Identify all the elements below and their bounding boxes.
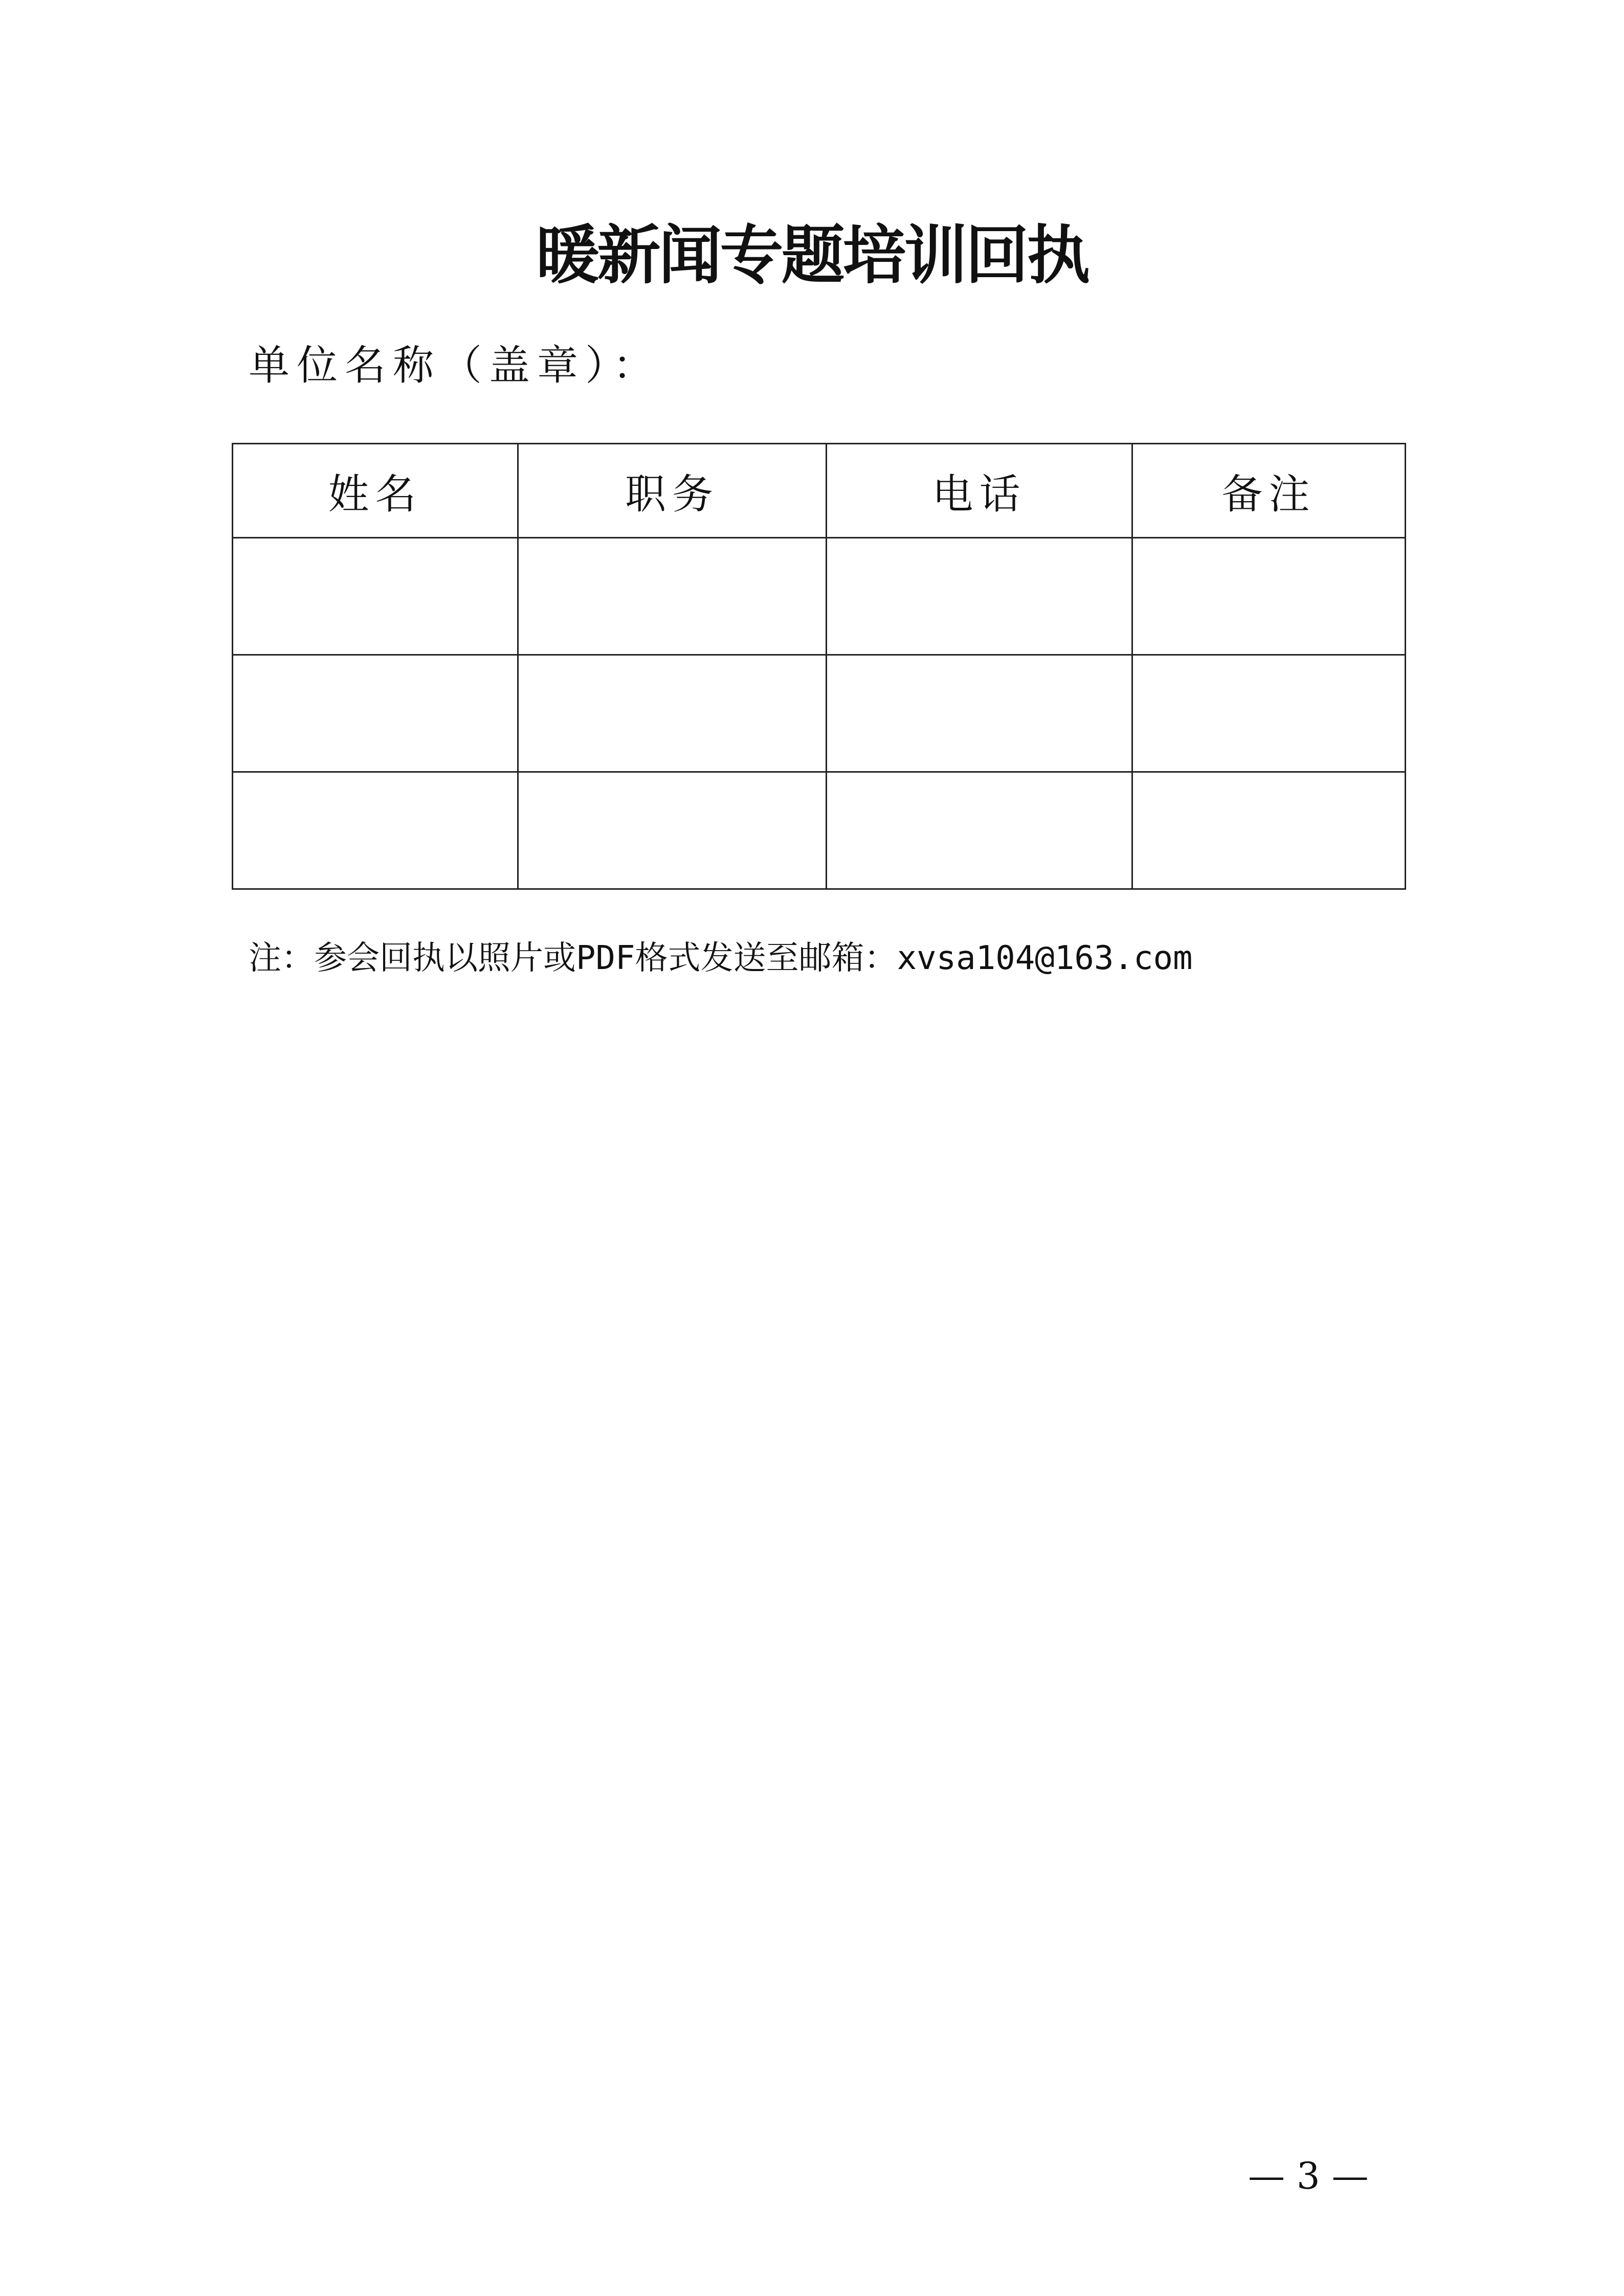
position-cell[interactable]	[518, 655, 827, 772]
position-cell[interactable]	[518, 538, 827, 655]
page-number: — 3 —	[1248, 2154, 1369, 2197]
column-header-phone: 电话	[827, 444, 1132, 538]
column-header-remarks: 备注	[1132, 444, 1406, 538]
column-header-position: 职务	[518, 444, 827, 538]
remarks-cell[interactable]	[1132, 772, 1406, 889]
column-header-name: 姓名	[233, 444, 518, 538]
unit-name-label: 单位名称（盖章）：	[249, 342, 661, 389]
remarks-cell[interactable]	[1132, 655, 1406, 772]
name-cell[interactable]	[233, 655, 518, 772]
phone-cell[interactable]	[827, 772, 1132, 889]
table-row	[233, 655, 1406, 772]
document-title: 暖新闻专题培训回执	[536, 218, 1088, 292]
table-row	[233, 772, 1406, 889]
receipt-table	[232, 443, 1406, 890]
submission-note: 注：参会回执以照片或PDF格式发送至邮箱：xvsa104@163.com	[249, 939, 1193, 977]
phone-cell[interactable]	[827, 655, 1132, 772]
position-cell[interactable]	[518, 772, 827, 889]
remarks-cell[interactable]	[1132, 538, 1406, 655]
name-cell[interactable]	[233, 772, 518, 889]
phone-cell[interactable]	[827, 538, 1132, 655]
table-row	[233, 538, 1406, 655]
name-cell[interactable]	[233, 538, 518, 655]
table-header-row	[233, 444, 1406, 538]
